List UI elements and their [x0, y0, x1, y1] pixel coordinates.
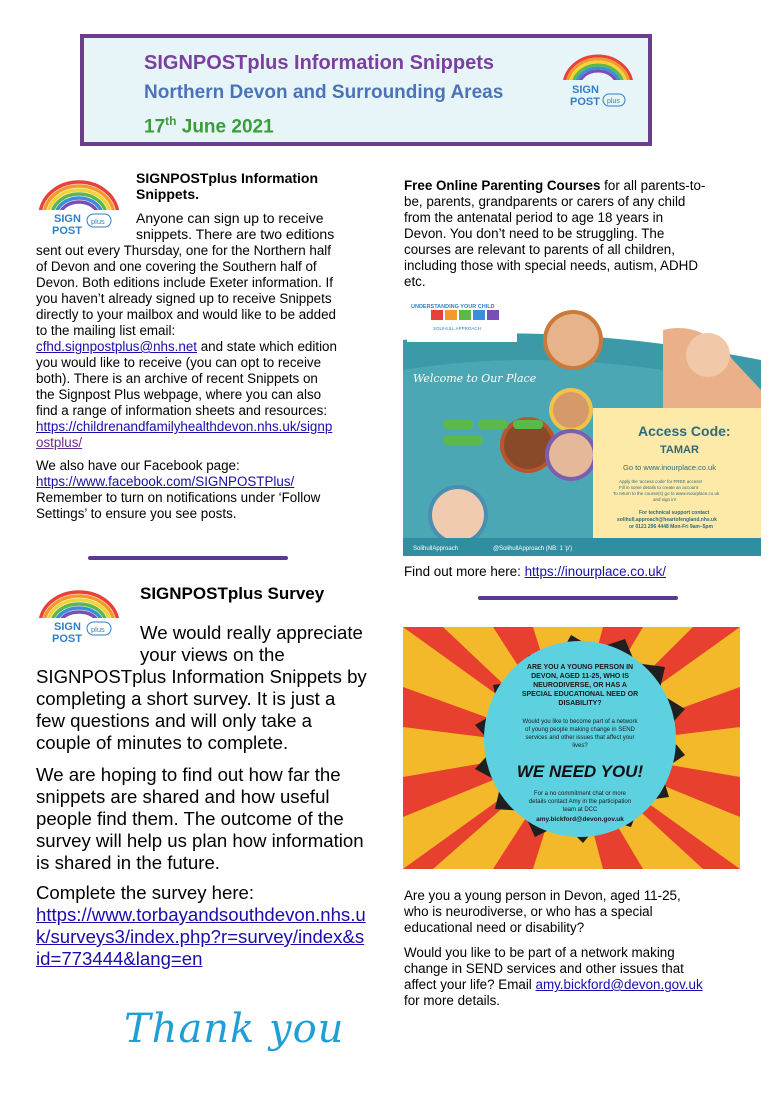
svg-text:For technical support contact: For technical support contact	[639, 510, 710, 516]
youngperson-line: Would you like to be part of a network making	[404, 945, 675, 960]
svg-text:SOLIHULL APPROACH: SOLIHULL APPROACH	[433, 326, 481, 331]
svg-text:UNDERSTANDING YOUR CHILD: UNDERSTANDING YOUR CHILD	[411, 304, 495, 310]
snippets-line: Devon. Both editions include Exeter information. If	[36, 275, 333, 290]
youngperson-line: who is neurodiverse, or who has a special	[404, 904, 653, 919]
svg-text:SIGN: SIGN	[54, 621, 81, 633]
survey-line: your views on the	[140, 644, 285, 665]
svg-text:To return to the course(s) go: To return to the course(s) go to www.inourplace.co.uk	[613, 491, 720, 496]
amy-email-link[interactable]: amy.bickford@devon.gov.uk	[535, 977, 703, 992]
svg-text:details contact Amy in the par: details contact Amy in the participation	[528, 799, 632, 805]
svg-text:DEVON, AGED 11-25, WHO IS: DEVON, AGED 11-25, WHO IS	[531, 673, 629, 680]
svg-text:Go to www.inourplace.co.uk: Go to www.inourplace.co.uk	[623, 463, 716, 472]
snippets-line: sent out every Thursday, one for the Northern half	[36, 243, 332, 258]
survey-line: snippets are shared and how useful	[36, 786, 330, 807]
parenting-line: Free Online Parenting Courses for all parents-to-	[404, 178, 706, 193]
svg-text:DISABILITY?: DISABILITY?	[558, 700, 602, 707]
svg-text:team at DCC: team at DCC	[562, 807, 598, 813]
parenting-line: etc.	[404, 274, 426, 289]
svg-text:@SolihullApproach (NB: 1 'p'): @SolihullApproach (NB: 1 'p')	[493, 546, 573, 552]
survey-line: completing a short survey. It is just a	[36, 688, 336, 709]
svg-text:SPECIAL EDUCATIONAL NEED OR: SPECIAL EDUCATIONAL NEED OR	[521, 691, 639, 698]
parenting-line: from the antenatal period to age 18 years in	[404, 210, 664, 225]
facebook-intro: We also have our Facebook page:	[36, 458, 240, 473]
survey-line: people find them. The outcome of the	[36, 808, 344, 829]
header-box	[80, 34, 652, 146]
snippets-line: directly to your mailbox and would like to be added	[36, 307, 336, 322]
svg-text:POST: POST	[570, 96, 600, 108]
snippets-line: find a range of information sheets and resources:	[36, 403, 328, 418]
snippets-line: Anyone can sign up to receive	[136, 210, 324, 226]
snippets-line: the Signpost Plus webpage, where you can also	[36, 387, 322, 402]
survey-line: is shared in the future.	[36, 852, 220, 873]
youngperson-line: affect your life? Email amy.bickford@devon.gov.uk	[404, 977, 703, 992]
survey-line: We would really appreciate	[140, 622, 363, 643]
svg-text:or 0121 296 4448 Mon-Fri 9am–5: or 0121 296 4448 Mon-Fri 9am–5pm	[629, 524, 713, 530]
signpost-logo-small	[36, 586, 122, 646]
facebook-link[interactable]: https://www.facebook.com/SIGNPOSTPlus/	[36, 474, 295, 489]
svg-text:ARE YOU A YOUNG PERSON IN: ARE YOU A YOUNG PERSON IN	[526, 664, 634, 671]
survey-line: few questions and will only take a	[36, 710, 312, 731]
snippets-email-link[interactable]: cfhd.signpostplus@nhs.net	[36, 339, 197, 354]
facebook-note: Settings’ to ensure you see posts.	[36, 506, 237, 521]
snippets-line: snippets. There are two editions	[136, 226, 335, 242]
svg-text:of young people making change: of young people making change in SEND	[525, 727, 635, 733]
svg-text:POST: POST	[52, 225, 82, 237]
svg-text:solihull.approach@heartofengla: solihull.approach@heartofengland.nhs.uk	[617, 517, 717, 523]
snippets-line: of Devon and one covering the Southern half of	[36, 259, 317, 274]
inourplace-link[interactable]: https://inourplace.co.uk/	[524, 564, 667, 579]
survey-link[interactable]: https://www.torbayandsouthdevon.nhs.u	[36, 904, 366, 925]
page-subtitle: Northern Devon and Surrounding Areas	[144, 82, 504, 103]
svg-text:SIGN: SIGN	[54, 213, 81, 225]
survey-link[interactable]: id=773444&lang=en	[36, 948, 203, 969]
svg-text:Would you like to become part: Would you like to become part of a network	[522, 719, 638, 725]
svg-text:For a no commitment chat or mo: For a no commitment chat or more	[533, 791, 627, 797]
svg-text:and sign in!: and sign in!	[653, 497, 677, 502]
snippets-url-link[interactable]: https://childrenandfamilyhealthdevon.nhs.uk/signp	[36, 419, 333, 434]
section-divider	[88, 556, 288, 560]
snippets-line: you would like to receive (you can opt to receive	[36, 355, 322, 370]
parenting-poster	[403, 300, 761, 556]
svg-text:TAMAR: TAMAR	[660, 444, 699, 456]
snippets-line: both). There is an archive of recent Snippets on	[36, 371, 318, 386]
svg-text:plus: plus	[91, 625, 105, 634]
svg-text:SolihullApproach: SolihullApproach	[413, 546, 459, 552]
svg-text:NEURODIVERSE, OR HAS A: NEURODIVERSE, OR HAS A	[533, 682, 627, 689]
parenting-find-more: Find out more here: https://inourplace.co.uk/	[404, 564, 667, 579]
svg-text:plus: plus	[91, 217, 105, 226]
survey-link[interactable]: k/surveys3/index.php?r=survey/index&s	[36, 926, 365, 947]
svg-text:Apply the 'access code' for FR: Apply the 'access code' for FREE access!	[619, 479, 703, 484]
snippets-heading: SIGNPOSTplus Information Snippets.	[136, 170, 319, 202]
survey-line: survey will help us plan how information	[36, 830, 364, 851]
svg-text:Access Code:: Access Code:	[638, 423, 731, 439]
svg-text:POST: POST	[52, 633, 82, 645]
we-need-you-poster	[403, 627, 740, 869]
signpost-logo	[558, 50, 638, 110]
page-date: 17th June 2021	[144, 114, 274, 138]
survey-cta: Complete the survey here:	[36, 882, 255, 903]
survey-line: We are hoping to find out how far the	[36, 764, 341, 785]
snippets-url-link-cont[interactable]: ostplus/	[36, 435, 83, 450]
youngperson-line: Are you a young person in Devon, aged 11-25,	[404, 888, 681, 903]
youngperson-line: educational need or disability?	[404, 920, 585, 935]
svg-text:WE NEED YOU!: WE NEED YOU!	[516, 762, 644, 781]
svg-text:Fill in some details to create: Fill in some details to create an account	[619, 485, 699, 490]
svg-text:Welcome to Our Place: Welcome to Our Place	[413, 372, 537, 385]
youngperson-line: for more details.	[404, 993, 501, 1008]
thank-you-script: Thank you	[124, 1006, 345, 1052]
svg-text:plus: plus	[607, 98, 620, 105]
section-divider	[478, 596, 678, 600]
parenting-line: be, parents, grandparents or carers of any child	[404, 194, 686, 209]
svg-text:SIGN: SIGN	[572, 84, 599, 96]
survey-heading: SIGNPOSTplus Survey	[140, 584, 325, 603]
survey-line: couple of minutes to complete.	[36, 732, 289, 753]
facebook-note: Remember to turn on notifications under ‘Follow	[36, 490, 321, 505]
youngperson-line: change in SEND services and other issues that	[404, 961, 684, 976]
svg-text:services and other issues that: services and other issues that affect your	[525, 735, 635, 741]
snippets-email-line: cfhd.signpostplus@nhs.net and state which edition	[36, 339, 337, 354]
svg-text:amy.bickford@devon.gov.uk: amy.bickford@devon.gov.uk	[536, 816, 624, 823]
parenting-line: Devon. You don’t need to be struggling. The	[404, 226, 665, 241]
svg-text:lives?: lives?	[572, 743, 588, 749]
survey-line: SIGNPOSTplus Information Snippets by	[36, 666, 367, 687]
parenting-line: courses are relevant to parents of all children,	[404, 242, 675, 257]
signpost-logo-small	[36, 176, 122, 240]
page-title: SIGNPOSTplus Information Snippets	[144, 52, 495, 74]
snippets-line: you haven’t already signed up to receive Snippets	[36, 291, 332, 306]
snippets-line: to the mailing list email:	[36, 323, 176, 338]
parenting-line: including those with special needs, autism, ADHD	[404, 258, 698, 273]
